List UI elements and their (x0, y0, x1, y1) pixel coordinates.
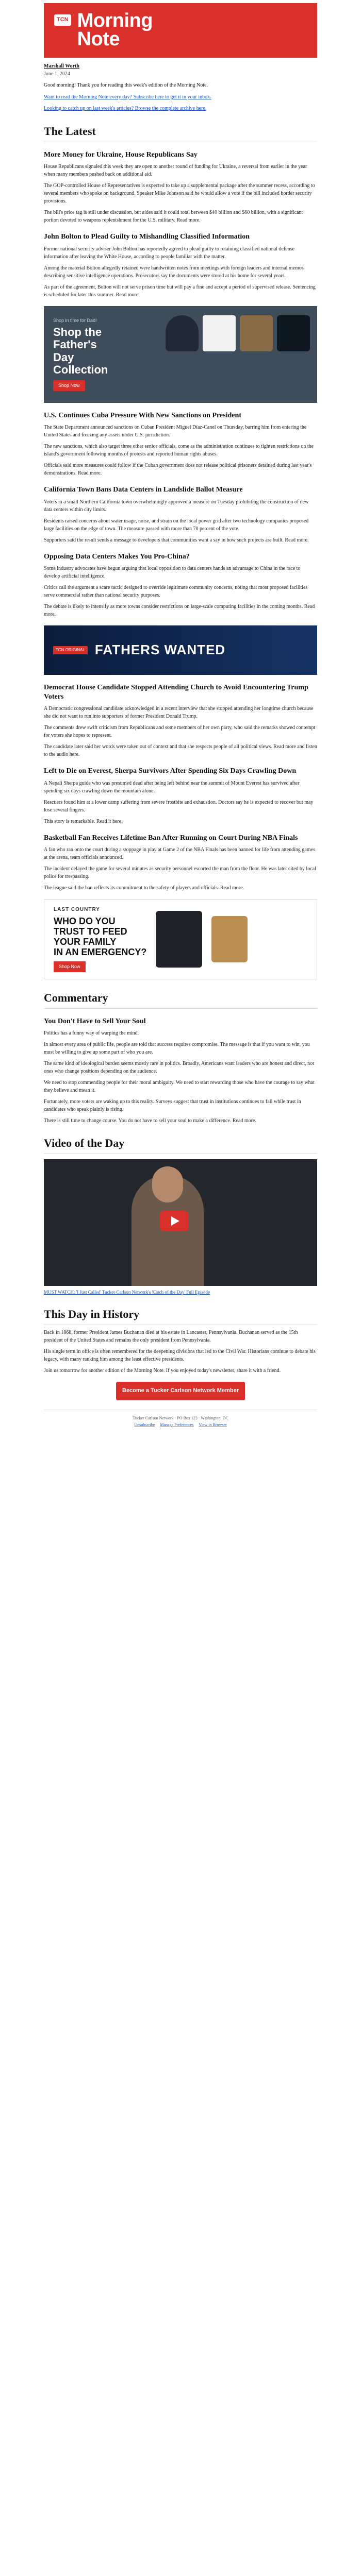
story-paragraph: The new sanctions, which also target three other senior officials, come as the administration continues to tighten restrictions on the island's government following months of protests and reported human rights abuses. (44, 444, 314, 457)
section-heading-latest: The Latest (44, 123, 317, 142)
ad-headline-line: IN AN EMERGENCY? (54, 946, 147, 957)
story-paragraph: Some industry advocates have begun arguing that local opposition to data centers hands an advantage to China in the race to develop artificial intelligence. (44, 566, 301, 580)
story-headline: Left to Die on Everest, Sherpa Survivors After Spending Six Days Crawling Down (44, 767, 297, 775)
commentary-headline: You Don't Have to Sell Your Soul (44, 1017, 146, 1025)
food-box-image (211, 916, 248, 962)
section-heading-history: This Day in History (44, 1306, 317, 1325)
product-images (166, 315, 310, 351)
title-line-2: Note (77, 28, 120, 50)
intro (44, 82, 317, 113)
tcn-logo[interactable]: TCN (54, 14, 71, 26)
story-paragraph: The incident delayed the game for several minutes as security personnel escorted the man from the floor. He was later cited by local police for trespassing. (44, 866, 316, 880)
header-banner (44, 3, 317, 58)
history-paragraph: Back in 1868, former President James Buchanan died at his estate in Lancaster, Pennsylvania. Buchanan served as the 15th president of the United States and remains the only president from Pennsylvania. (44, 1330, 298, 1344)
ad-kicker: Shop in time for Dad! (53, 318, 97, 324)
story-paragraph: House Republicans signaled this week they are open to another round of funding for Ukraine, a reversal from earlier in the year when many members pushed back on additional aid. (44, 164, 307, 178)
ad-tag: TCN ORIGINAL (53, 646, 88, 654)
become-member-button[interactable]: Become a Tucker Carlson Network Member (116, 1382, 245, 1400)
ad-headline-line: Day (53, 350, 74, 364)
story-paragraph: The comments drew swift criticism from Republicans and some members of her own party, who said the remarks showed contempt for voters she hopes to represent. (44, 725, 316, 739)
play-icon[interactable] (160, 1211, 189, 1231)
story-paragraph: Among the material Bolton allegedly retained were handwritten notes from meetings with foreign leaders and internal memos describing sensitive intelligence operations. Prosecutors say the documents were stored at his home for several years. (44, 265, 304, 279)
fathers-day-ad[interactable] (44, 306, 317, 403)
story-paragraph: Supporters said the result sends a message to developers that communities want a say in how such projects are built. Read more. (44, 537, 309, 543)
story-paragraph: Rescuers found him at a lower camp suffering from severe frostbite and exhaustion. Doctors say he is expected to recover but may lose several fingers. (44, 799, 314, 813)
shop-now-button[interactable]: Shop Now (54, 961, 86, 972)
commentary-paragraph: Fortunately, more voters are waking up to this reality. Surveys suggest that trust in institutions continues to fall while trust in candidates who speak plainly is rising. (44, 1099, 301, 1113)
ad-copy (53, 317, 108, 391)
story-headline: More Money for Ukraine, House Republicans Say (44, 150, 198, 159)
footer-links (44, 1422, 317, 1429)
story-paragraph: This story is remarkable. Read it here. (44, 818, 123, 824)
author-name[interactable]: Marshall Worth (44, 63, 79, 70)
shop-now-button[interactable]: Shop Now (53, 380, 85, 391)
ad-headline: FATHERS WANTED (94, 642, 226, 658)
commentary-paragraph: Politics has a funny way of warping the mind. (44, 1030, 139, 1037)
fathers-wanted-ad[interactable] (44, 625, 317, 675)
footer-address: Tucker Carlson Network · PO Box 123 · Washington, DC (133, 1416, 228, 1421)
story-paragraph: The candidate later said her words were taken out of context and that she respects people of all political views. Read more and listen to the audio here. (44, 744, 317, 758)
video-caption-link[interactable]: MUST WATCH: 'I Just Called' Tucker Carlson Network's 'Catch of the Day' Full Episode (44, 1290, 210, 1295)
ad-headline (54, 917, 146, 957)
video-thumbnail[interactable] (44, 1159, 317, 1286)
ad-headline-line: Collection (53, 363, 108, 376)
story-paragraph: Former national security adviser John Bolton has reportedly agreed to plead guilty to retaining classified national defense information after leaving the White House, according to people familiar with the matter. (44, 246, 294, 260)
footer (44, 1410, 317, 1429)
commentary-paragraph: We need to stop commending people for their moral ambiguity. We need to start rewarding those who have the courage to say what they believe and mean it. (44, 1080, 315, 1094)
section-heading-video: Video of the Day (44, 1135, 317, 1154)
archive-link[interactable]: Looking to catch up on last week's articles? Browse the complete archive here. (44, 106, 207, 112)
story-headline: Opposing Data Centers Makes You Pro-China? (44, 552, 190, 561)
story-headline: Democrat House Candidate Stopped Attending Church to Avoid Encountering Trump Voters (44, 684, 308, 701)
subscribe-link[interactable]: Want to read the Morning Note every day? Subscribe here to get it in your inbox. (44, 94, 211, 100)
history-paragraph: Join us tomorrow for another edition of the Morning Note. If you enjoyed today's newsletter, share it with a friend. (44, 1368, 281, 1374)
story-paragraph: Voters in a small Northern California town overwhelmingly approved a measure on Tuesday prohibiting the construction of new data centers within city limits. (44, 499, 309, 513)
ad-headline-line: YOUR FAMILY (54, 936, 117, 947)
food-bucket-image (156, 911, 202, 968)
ad-headline-line: TRUST TO FEED (54, 926, 127, 937)
ad-copy (54, 906, 146, 973)
story-paragraph: The GOP-controlled House of Representatives is expected to take up a supplemental package after the summer recess, according to several members who spoke on background. Speaker Mike Johnson said he would allow a vote if the bill included border security provisions. (44, 183, 315, 205)
story-headline: Basketball Fan Receives Lifetime Ban After Running on Court During NBA Finals (44, 834, 298, 842)
story-paragraph: A Nepali Sherpa guide who was presumed dead after being left behind near the summit of Mount Everest has survived after spending six days crawling down the mountain alone. (44, 780, 300, 794)
last-country-ad[interactable] (44, 899, 317, 979)
newsletter-title (77, 11, 153, 48)
ad-headline-line: Father's (53, 338, 97, 351)
section-heading-commentary: Commentary (44, 990, 317, 1009)
commentary-paragraph: The same kind of ideological burden seems mostly rare in politics. Broadly, Americans want leaders who are honest and direct, not ones who change positions depending on the audience. (44, 1061, 314, 1075)
cap-image (166, 315, 199, 351)
byline (44, 58, 317, 78)
story-paragraph: The league said the ban reflects its commitment to the safety of players and officials. Read more. (44, 885, 244, 891)
publish-date: June 1, 2024 (44, 71, 70, 77)
ad-brand: LAST COUNTRY (54, 906, 100, 912)
story-paragraph: The bill's price tag is still under discussion, but aides said it could total between $40 billion and $60 billion, with a significant portion devoted to weapons replenishment for the U.S. military. Read more. (44, 210, 303, 224)
story-headline: California Town Bans Data Centers in Landslide Ballot Measure (44, 486, 243, 494)
commentary-paragraph: There is still time to change course. You do not have to sell your soul to make a difference. Read more. (44, 1118, 256, 1124)
story-paragraph: A Democratic congressional candidate acknowledged in a recent interview that she stopped attending her longtime church because she did not want to run into supporters of former President Donald Trump. (44, 706, 314, 720)
story-paragraph: The State Department announced sanctions on Cuban President Miguel Díaz-Canel on Thursday, barring him from entering the United States and freezing any assets under U.S. jurisdiction. (44, 425, 307, 438)
story-paragraph: The debate is likely to intensify as more towns consider restrictions on large-scale computing facilities in the coming months. Read more. (44, 604, 315, 618)
history-paragraph: His single term in office is often remembered for the deepening divisions that led to the Civil War. Historians continue to debate his legacy, with many ranking him among the least effective presidents. (44, 1349, 316, 1363)
story-paragraph: A fan who ran onto the court during a stoppage in play at Game 2 of the NBA Finals has been banned for life from attending games at the arena, team officials announced. (44, 847, 315, 861)
preferences-link[interactable]: Manage Preferences (160, 1422, 194, 1428)
unsubscribe-link[interactable]: Unsubscribe (134, 1422, 155, 1428)
story-paragraph: Critics call the argument a scare tactic designed to override legitimate community concerns, noting that most proposed facilities serve commercial rather than national security purposes. (44, 585, 308, 599)
view-in-browser-link[interactable]: View in Browser (199, 1422, 227, 1428)
story-headline: John Bolton to Plead Guilty to Mishandling Classified Information (44, 233, 250, 241)
story-paragraph: Residents raised concerns about water usage, noise, and strain on the local power grid after two technology companies proposed large facilities on the edge of town. The measure passed with more than 70 percent of the vote. (44, 518, 309, 532)
intro-paragraph: Good morning! Thank you for reading this week's edition of the Morning Note. (44, 82, 208, 89)
story-paragraph: As part of the agreement, Bolton will not serve prison time but will pay a fine and accept a period of supervised release. Sentencing is scheduled for later this summer. Read more. (44, 284, 316, 298)
story-paragraph: Officials said more measures could follow if the Cuban government does not release political prisoners detained during last year's demonstrations. Read more. (44, 463, 312, 477)
ad-headline-line: Shop the (53, 326, 102, 339)
shirt-image (277, 315, 310, 351)
story-headline: U.S. Continues Cuba Pressure With New Sanctions on President (44, 411, 241, 419)
title-line-1: Morning (77, 10, 153, 31)
ad-headline (53, 326, 108, 376)
hat-image (240, 315, 273, 351)
mug-image (203, 315, 236, 351)
newsletter-body (44, 3, 317, 1429)
ad-headline-line: WHO DO YOU (54, 916, 116, 927)
commentary-paragraph: In almost every area of public life, people are told that success requires compromise. The message is that if you want to win, you must be willing to give up some part of who you are. (44, 1042, 310, 1056)
